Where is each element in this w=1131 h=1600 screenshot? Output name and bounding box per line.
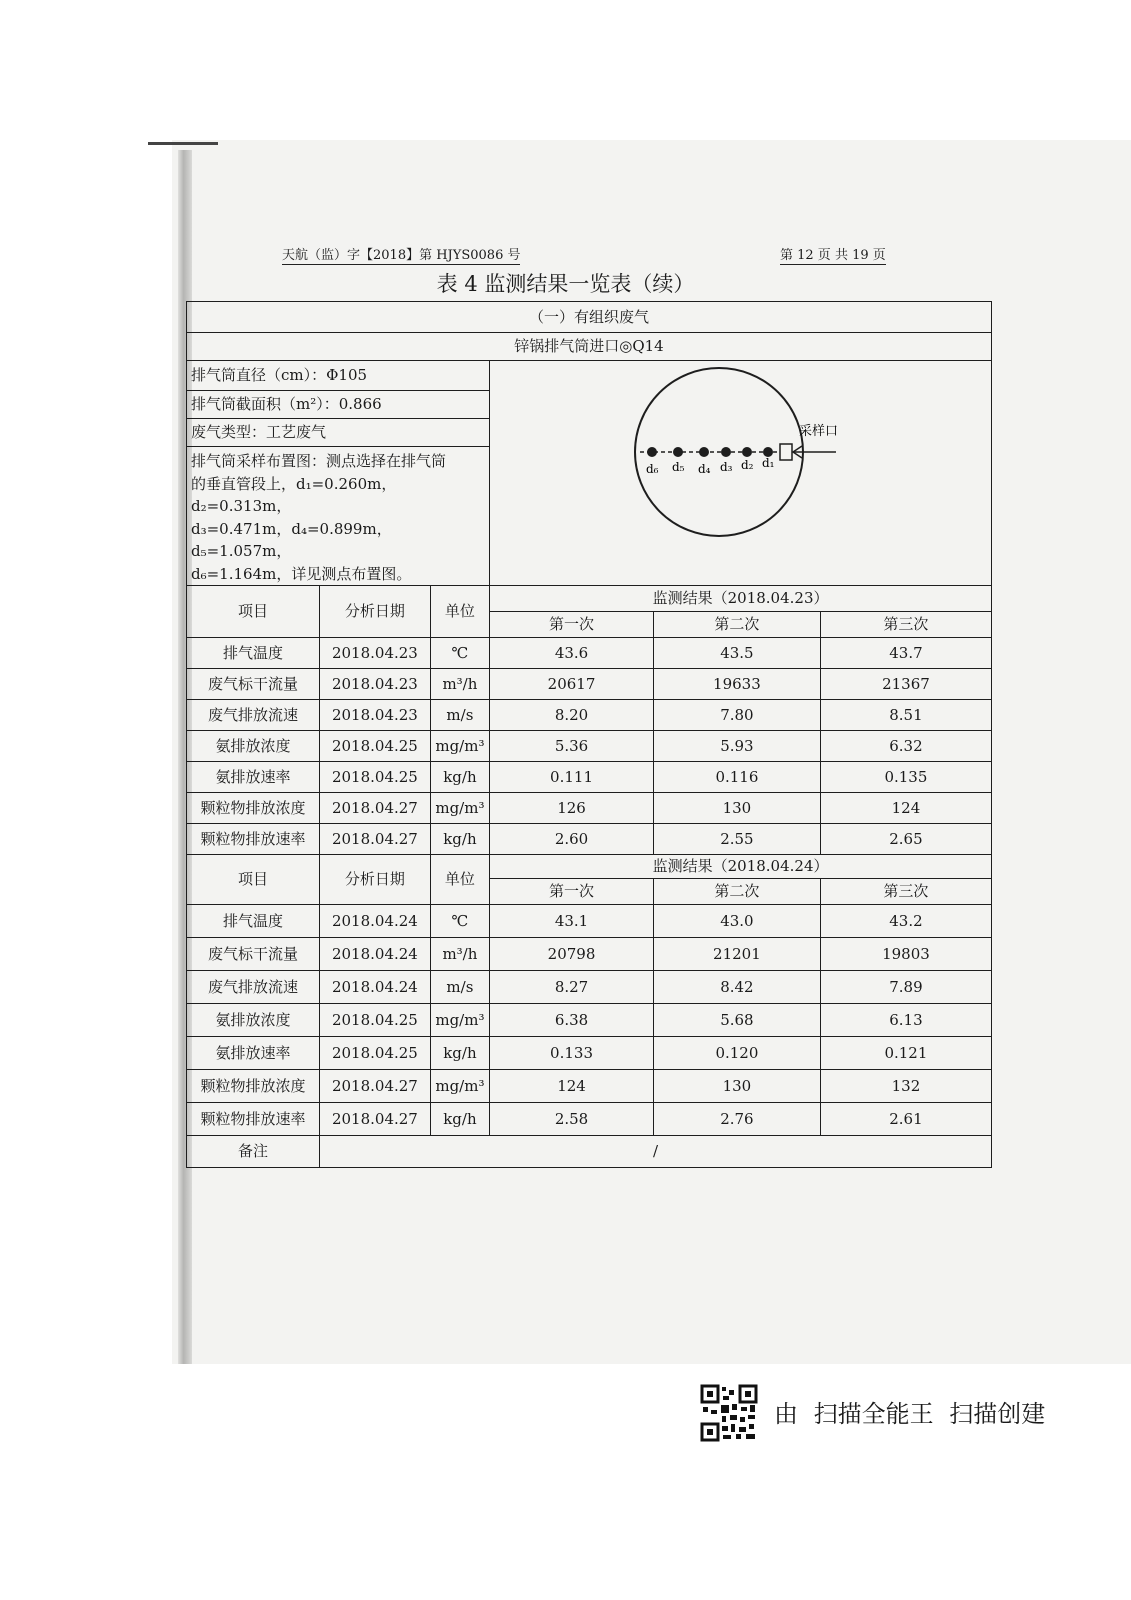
watermark-prefix: 由 [774,1400,798,1428]
table-row: 排气温度 2018.04.23 ℃ 43.6 43.5 43.7 [187,638,992,669]
measure-point-d2 [742,447,752,457]
group2-header-row [187,855,992,879]
point-label-d3: d₃ [719,460,733,475]
table-row: 氨排放浓度 2018.04.25 mg/m³ 6.38 5.68 6.13 [187,1004,992,1037]
sampling-diagram-cell [490,361,992,586]
point-label-d1: d₁ [761,456,775,471]
remarks-row [187,1136,992,1168]
table-row: 氨排放浓度 2018.04.25 mg/m³ 5.36 5.93 6.32 [187,731,992,762]
table-row: 排气温度 2018.04.24 ℃ 43.1 43.0 43.2 [187,905,992,938]
location-title: 锌锅排气筒进口◎Q14 [187,333,992,361]
table-row: 颗粒物排放浓度 2018.04.27 mg/m³ 126 130 124 [187,793,992,824]
sampling-port-box [780,444,792,460]
group1-rows [187,638,992,855]
table-row: 颗粒物排放浓度 2018.04.27 mg/m³ 124 130 132 [187,1070,992,1103]
stack-diameter: 排气筒直径（cm）：Φ105 [187,361,490,391]
sampling-point-diagram [496,365,986,577]
column-date: 分析日期 [320,586,431,638]
point-label-d2: d₂ [740,458,754,473]
table-row: 废气排放流速 2018.04.23 m/s 8.20 7.80 8.51 [187,700,992,731]
location-row [187,333,992,361]
watermark-app-name: 扫描全能王 [813,1400,934,1428]
table-row: 氨排放速率 2018.04.25 kg/h 0.111 0.116 0.135 [187,762,992,793]
stack-info-row [187,361,992,391]
column-item: 项目 [187,855,320,905]
qr-code-icon [700,1384,758,1446]
column-item: 项目 [187,586,320,638]
group1-header-row [187,586,992,612]
column-date: 分析日期 [320,855,431,905]
section-title: （一）有组织废气 [187,302,992,333]
scanner-watermark [774,1394,1053,1429]
document-number: 天航（监）字【2018】第 HJYS0086 号 [282,244,520,265]
table-title: 表 4 监测结果一览表（续） [436,272,695,296]
page-info: 第 12 页 共 19 页 [780,244,886,265]
table-row: 废气标干流量 2018.04.24 m³/h 20798 21201 19803 [187,938,992,971]
column-unit: 单位 [430,586,489,638]
gas-type: 废气类型：工艺废气 [187,419,490,447]
column-run3: 第三次 [820,879,991,905]
section-row [187,302,992,333]
measure-point-d6 [647,447,657,457]
measure-point-d3 [721,447,731,457]
remarks-value: / [320,1136,992,1168]
table-row: 氨排放速率 2018.04.25 kg/h 0.133 0.120 0.121 [187,1037,992,1070]
table-row: 颗粒物排放速率 2018.04.27 kg/h 2.58 2.76 2.61 [187,1103,992,1136]
point-label-d5: d₅ [671,460,685,475]
sampling-port-label: 采样口 [798,424,838,440]
table-row: 废气标干流量 2018.04.23 m³/h 20617 19633 21367 [187,669,992,700]
column-run1: 第一次 [490,612,654,638]
column-run2: 第二次 [653,612,820,638]
group2-results-title: 监测结果（2018.04.24） [490,855,992,879]
table-row: 废气排放流速 2018.04.24 m/s 8.27 8.42 7.89 [187,971,992,1004]
monitoring-results-table [186,301,992,1168]
remarks-label: 备注 [187,1136,320,1168]
sampling-layout-description: 排气筒采样布置图：测点选择在排气筒 的垂直管段上，d₁=0.260m，d₂=0.313m， d₃=0.471m，d₄=0.899m，d₅=1.057m， d₆=1.164m，详见测点布置图。 [187,447,490,586]
point-label-d6: d₆ [645,462,659,477]
measure-point-d4 [699,447,709,457]
group2-rows [187,905,992,1136]
stack-area: 排气筒截面积（m²）：0.866 [187,391,490,419]
column-run3: 第三次 [820,612,991,638]
group1-results-title: 监测结果（2018.04.23） [490,586,992,612]
column-unit: 单位 [430,855,489,905]
watermark-action: 扫描创建 [949,1400,1046,1428]
column-run2: 第二次 [653,879,820,905]
measure-point-d5 [673,447,683,457]
table-row: 颗粒物排放速率 2018.04.27 kg/h 2.60 2.55 2.65 [187,824,992,855]
paper-corner-mark [148,142,218,145]
column-run1: 第一次 [490,879,654,905]
point-label-d4: d₄ [697,462,711,477]
